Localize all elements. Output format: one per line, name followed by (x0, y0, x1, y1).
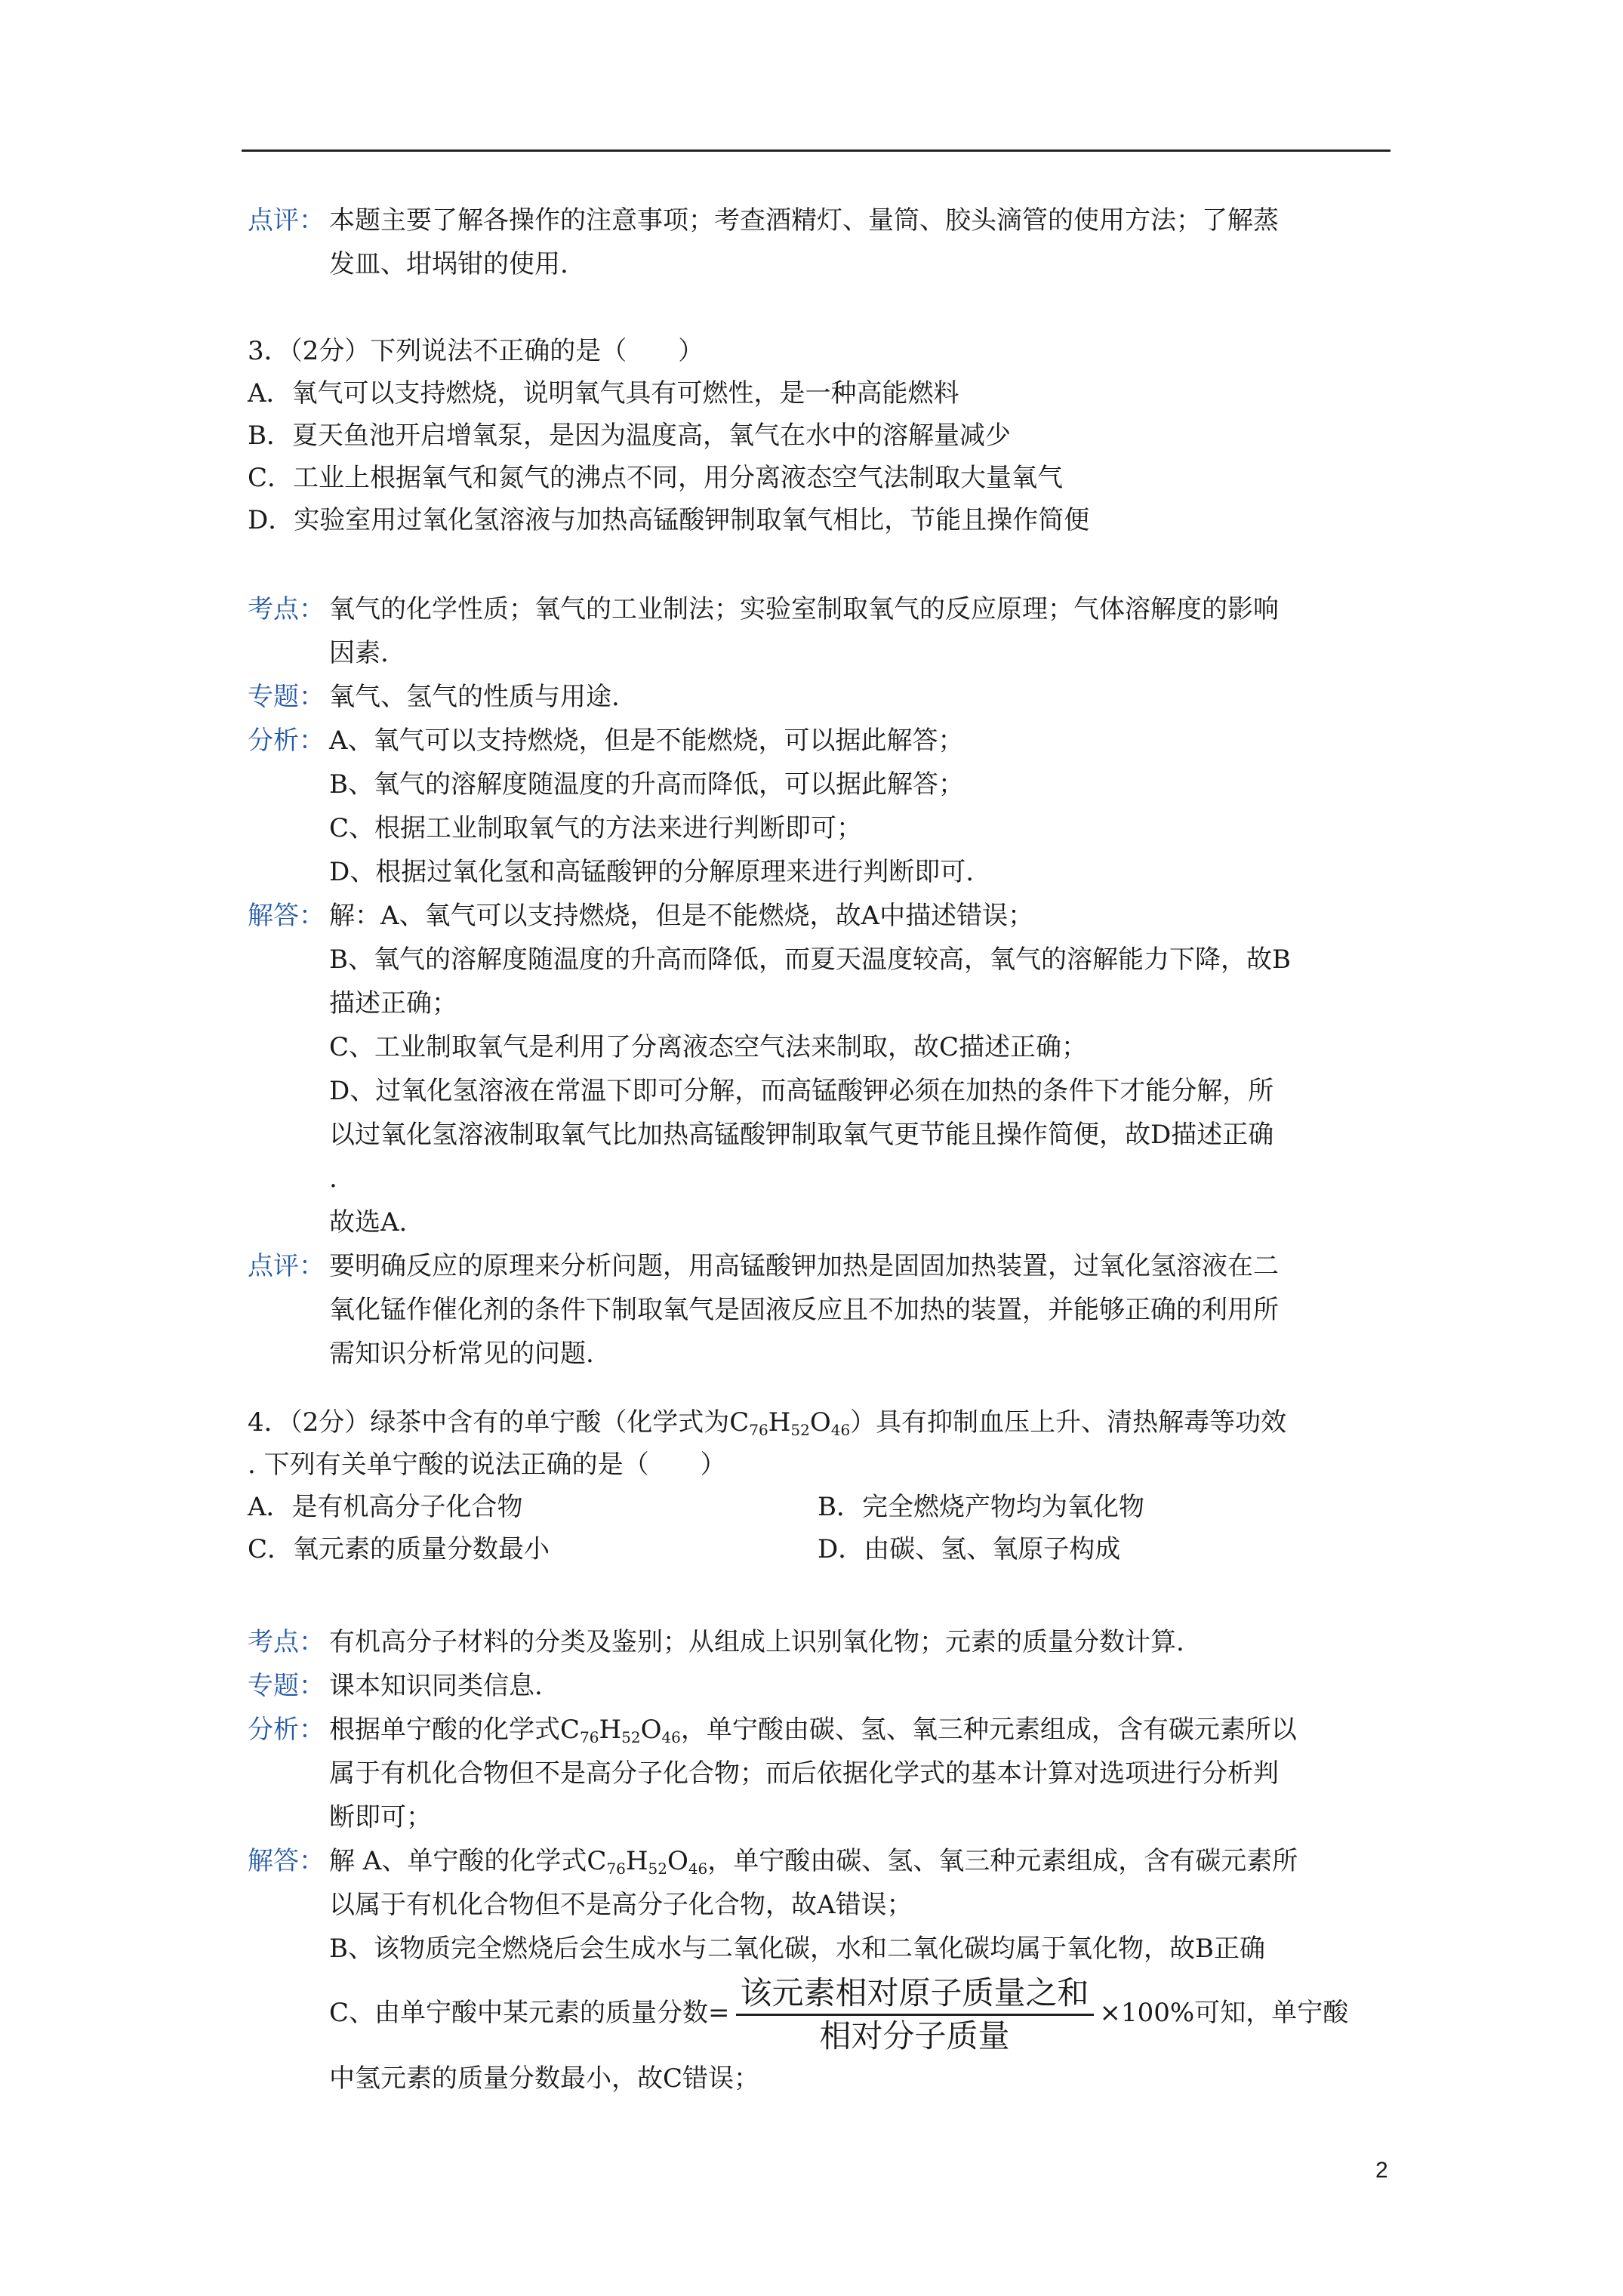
option-d: D．实验室用过氧化氢溶液与加热高锰酸钾制取氧气相比，节能且操作简便 (248, 505, 1090, 535)
zhuanti-line: 氧气、氢气的性质与用途. (329, 682, 620, 712)
jieda-label: 解答： (248, 901, 325, 931)
question-4 (248, 1401, 1395, 1570)
comment-line: 发皿、坩埚钳的使用. (329, 249, 568, 279)
fraction-denominator: 相对分子质量 (819, 2017, 1010, 2054)
dianping-label: 点评： (248, 1251, 325, 1281)
formula-symbol: H (768, 1407, 791, 1438)
q3-analysis (248, 587, 1395, 1376)
jieda-text: ，单宁酸由碳、氢、氧三种元素组成，含有碳元素所 (707, 1846, 1298, 1876)
options-row (248, 1486, 1395, 1528)
jieda-line (329, 1839, 1395, 1883)
jieda-label: 解答： (248, 1846, 325, 1876)
q4-zhuanti (248, 1664, 1395, 1708)
jieda-line: . (329, 1163, 337, 1194)
q3-kaodian (248, 587, 1395, 675)
formula-symbol: O (667, 1846, 688, 1876)
q3-jieda (248, 894, 1395, 1244)
formula-symbol: H (599, 1715, 622, 1745)
fenxi-text: ，单宁酸由碳、氢、氧三种元素组成，含有碳元素所以 (680, 1715, 1297, 1745)
stem-text: 4．（2分）绿茶中含有的单宁酸（化学式为C (248, 1407, 750, 1438)
formula-sub: 46 (661, 1728, 681, 1746)
option-b: B．夏天鱼池开启增氧泵，是因为温度高，氧气在水中的溶解量减少 (248, 421, 1011, 451)
fenxi-line: 断即可； (329, 1802, 432, 1832)
jieda-line: 故选A. (329, 1207, 408, 1237)
mass-fraction-formula (736, 1973, 1094, 2057)
formula-sub: 52 (648, 1860, 667, 1878)
zhuanti-line: 课本知识同类信息. (329, 1671, 543, 1701)
jieda-line: 以属于有机化合物但不是高分子化合物，故A错误； (329, 1890, 913, 1920)
fenxi-text: 根据单宁酸的化学式C (329, 1715, 581, 1745)
fenxi-label: 分析： (248, 1715, 325, 1745)
question-stem-line2: . 下列有关单宁酸的说法正确的是（ ） (248, 1450, 726, 1480)
formula-symbol: H (625, 1846, 648, 1876)
option-a: A．氧气可以支持燃烧，说明氧气具有可燃性，是一种高能燃料 (248, 378, 959, 408)
option-d: D．由碳、氢、氧原子构成 (818, 1534, 1121, 1564)
jieda-line: C、工业制取氧气是利用了分离液态空气法来制取，故C描述正确； (329, 1032, 1088, 1062)
fraction-suffix: ×100%可知，单宁酸 (1099, 1998, 1349, 2028)
comment-line: 本题主要了解各操作的注意事项；考查酒精灯、量筒、胶头滴管的使用方法；了解蒸 (329, 205, 1279, 236)
fenxi-label: 分析： (248, 726, 325, 756)
formula-sub: 46 (830, 1421, 851, 1439)
jieda-line: D、过氧化氢溶液在常温下即可分解，而高锰酸钾必须在加热的条件下才能分解，所 (329, 1076, 1274, 1106)
q4-kaodian (248, 1620, 1395, 1664)
q4-analysis (248, 1620, 1395, 2100)
formula-symbol: O (640, 1715, 662, 1745)
kaodian-label: 考点： (248, 594, 325, 624)
q3-fenxi (248, 719, 1395, 894)
q3-zhuanti (248, 675, 1395, 719)
page-number: 2 (1375, 2158, 1388, 2183)
jieda-text: 解 A、单宁酸的化学式C (329, 1846, 607, 1876)
fenxi-line: C、根据工业制取氧气的方法来进行判断即可； (329, 813, 863, 843)
fenxi-line: 属于有机化合物但不是高分子化合物；而后依据化学式的基本计算对选项进行分析判 (329, 1758, 1279, 1789)
kaodian-line: 氧气的化学性质；氧气的工业制法；实验室制取氧气的反应原理；气体溶解度的影响 (329, 594, 1279, 624)
comment-label: 点评： (248, 205, 325, 236)
formula-sub: 52 (621, 1728, 641, 1746)
formula-symbol: O (809, 1407, 831, 1438)
dianping-line: 要明确反应的原理来分析问题，用高锰酸钾加热是固固加热装置，过氧化氢溶液在二 (329, 1251, 1279, 1281)
question-stem: 3．（2分）下列说法不正确的是（ ） (248, 336, 704, 366)
formula-sub: 76 (749, 1421, 768, 1439)
stem-text: ）具有抑制血压上升、清热解毒等功效 (850, 1407, 1287, 1438)
header-rule (242, 149, 1390, 152)
zhuanti-label: 专题： (248, 1671, 325, 1701)
formula-sub: 46 (688, 1860, 708, 1878)
top-comment (248, 199, 1395, 286)
option-a: A．是有机高分子化合物 (248, 1492, 523, 1522)
question-stem (248, 1401, 1395, 1444)
question-3 (248, 330, 1395, 541)
formula-sub: 76 (580, 1728, 599, 1746)
fenxi-line: A、氧气可以支持燃烧，但是不能燃烧，可以据此解答； (329, 726, 964, 756)
kaodian-label: 考点： (248, 1627, 325, 1657)
dianping-line: 氧化锰作催化剂的条件下制取氧气是固液反应且不加热的装置，并能够正确的利用所 (329, 1295, 1279, 1325)
jieda-line: B、该物质完全燃烧后会生成水与二氧化碳，水和二氧化碳均属于氧化物，故B正确 (329, 1934, 1265, 1964)
option-c: C．氧元素的质量分数最小 (248, 1534, 550, 1564)
jieda-line: B、氧气的溶解度随温度的升高而降低，而夏天温度较高，氧气的溶解能力下降，故B (329, 945, 1291, 975)
zhuanti-label: 专题： (248, 682, 325, 712)
fraction-line (329, 1971, 1395, 2057)
jieda-line: 解：A、氧气可以支持燃烧，但是不能燃烧，故A中描述错误； (329, 901, 1034, 931)
formula-sub: 76 (606, 1860, 626, 1878)
q4-fenxi (248, 1708, 1395, 1839)
kaodian-line: 因素. (329, 638, 389, 668)
q3-dianping (248, 1244, 1395, 1376)
option-c: C．工业上根据氧气和氮气的沸点不同，用分离液态空气法制取大量氧气 (248, 463, 1064, 493)
jieda-line: 以过氧化氢溶液制取氧气比加热高锰酸钾制取氧气更节能且操作简便，故D描述正确 (329, 1120, 1274, 1150)
jieda-line: 中氢元素的质量分数最小，故C错误； (329, 2063, 760, 2094)
formula-sub: 52 (790, 1421, 810, 1439)
fraction-prefix: C、由单宁酸中某元素的质量分数= (329, 1998, 730, 2028)
fenxi-line: D、根据过氧化氢和高锰酸钾的分解原理来进行判断即可. (329, 857, 975, 887)
fenxi-line: B、氧气的溶解度随温度的升高而降低，可以据此解答； (329, 769, 964, 800)
option-b: B．完全燃烧产物均为氧化物 (818, 1492, 1144, 1522)
fenxi-line (329, 1708, 1395, 1752)
dianping-line: 需知识分析常见的问题. (329, 1339, 594, 1369)
fraction-numerator: 该元素相对原子质量之和 (736, 1973, 1094, 2016)
options-row (248, 1528, 1395, 1570)
kaodian-line: 有机高分子材料的分类及鉴别；从组成上识别氧化物；元素的质量分数计算. (329, 1627, 1184, 1657)
jieda-line: 描述正确； (329, 988, 457, 1019)
q4-jieda (248, 1839, 1395, 2100)
